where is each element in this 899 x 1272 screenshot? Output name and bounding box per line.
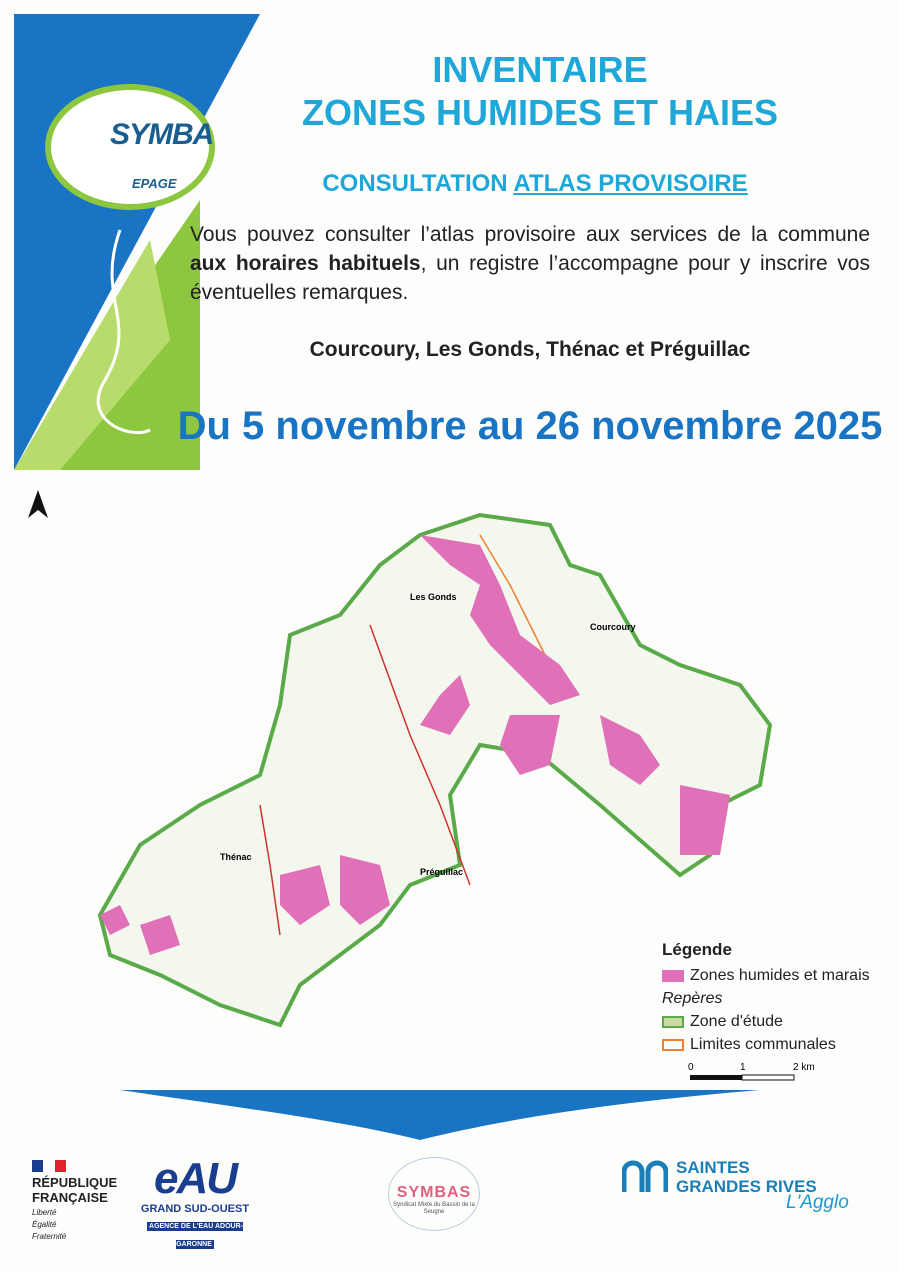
symbas-logo — [388, 1157, 480, 1231]
title-line2: ZONES HUMIDES ET HAIES — [301, 92, 779, 133]
scale-label: 1 — [740, 1062, 746, 1073]
saintes-grandes-rives-logo — [622, 1158, 862, 1214]
eau-line: GRAND SUD-OUEST — [140, 1203, 250, 1215]
scale-label: 2 km — [793, 1062, 815, 1073]
communes: Courcoury, Les Gonds, Thénac et Préguillac — [309, 338, 751, 361]
place-label: Les Gonds — [410, 592, 457, 602]
body-text-part2: , un registre l’accompagne pour y inscrire vos éventuelles remarques. — [190, 252, 870, 304]
north-arrow-icon — [28, 490, 48, 518]
rf-line1: RÉPUBLIQUE — [32, 1175, 118, 1190]
eau-agence: AGENCE DE L'EAU ADOUR-GARONNE — [149, 1223, 243, 1248]
blue-wave — [0, 1080, 899, 1160]
legend-heading: Repères — [662, 990, 723, 1007]
legend-item — [662, 964, 892, 987]
legend-swatch — [662, 1039, 684, 1051]
eau-big: eAU — [153, 1154, 237, 1203]
legend-swatch — [662, 970, 684, 982]
rf-line2: FRANÇAISE — [32, 1190, 108, 1205]
rf-motto: Égalité — [32, 1220, 57, 1229]
body-text-bold: aux horaires habituels — [190, 252, 421, 275]
legend-label: Zone d'étude — [690, 1012, 783, 1030]
place-label: Courcoury — [590, 622, 636, 632]
subtitle-part2: ATLAS PROVISOIRE — [513, 170, 748, 197]
republique-francaise-logo — [32, 1160, 132, 1241]
place-label: Thénac — [220, 852, 252, 862]
sgr-line3: L'Agglo — [786, 1192, 849, 1213]
legend-label: Zones humides et marais — [690, 966, 870, 984]
sgr-mark-icon — [622, 1158, 668, 1192]
body-text-part1: Vous pouvez consulter l’atlas provisoire aux services de la commune — [190, 223, 870, 246]
rf-motto: Liberté — [32, 1208, 57, 1217]
legend-swatch — [662, 1016, 684, 1028]
body-text — [190, 220, 870, 307]
rf-motto: Fraternité — [32, 1232, 67, 1241]
eau-logo — [135, 1155, 255, 1251]
symbas-name: SYMBAS — [396, 1184, 472, 1201]
scale-label: 0 — [688, 1062, 694, 1073]
legend-item — [662, 1033, 892, 1056]
sgr-line1: SAINTES — [676, 1158, 750, 1177]
flag-icon — [32, 1160, 66, 1172]
place-label: Préguillac — [420, 867, 464, 877]
legend-label: Limites communales — [690, 1035, 836, 1053]
symbas-tag: Syndicat Mixte du Bassin de la Seugne — [393, 1202, 475, 1215]
subtitle-part1: CONSULTATION — [322, 170, 508, 197]
legend-title: Légende — [662, 940, 732, 959]
legend-item — [662, 1010, 892, 1033]
symba-logo-text: SYMBA — [110, 118, 214, 151]
subtitle — [250, 170, 820, 198]
legend — [662, 940, 892, 1056]
sgr-line2: GRANDES RIVES — [676, 1177, 817, 1196]
title-line1: INVENTAIRE — [432, 49, 648, 90]
dates: Du 5 novembre au 26 novembre 2025 — [177, 404, 883, 448]
symba-logo-sub: EPAGE — [132, 176, 177, 191]
